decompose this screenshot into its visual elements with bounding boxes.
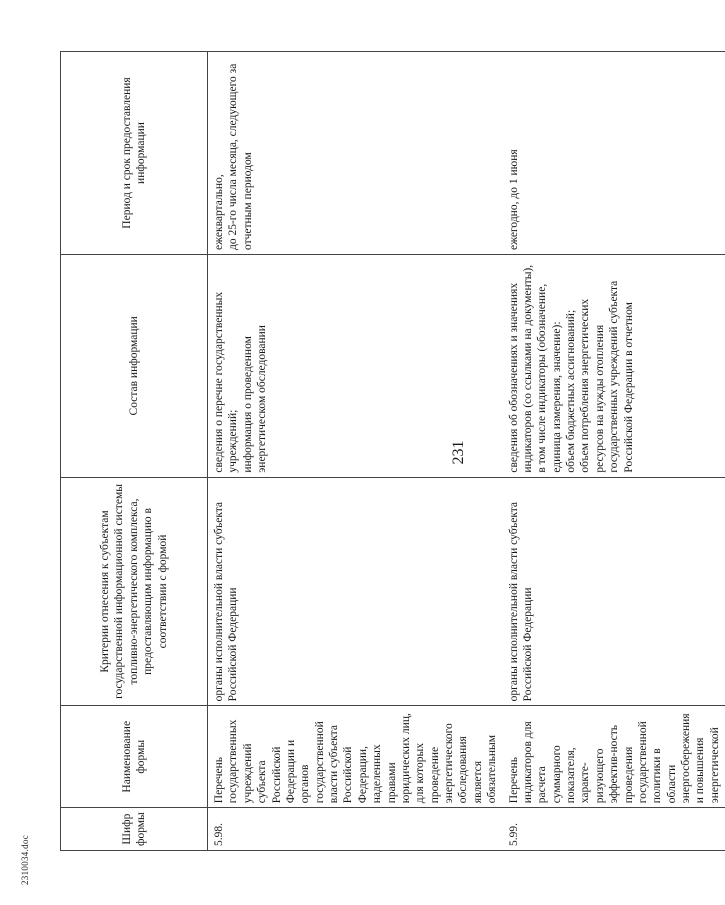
header-name: Наименование формы (61, 706, 208, 808)
page-number: 231 (450, 440, 467, 465)
table-header-row (61, 52, 208, 851)
header-composition: Состав информации (61, 255, 208, 478)
row-period: ежеквартально, до 25-го числа месяца, следующего за отчетным периодом (208, 52, 503, 255)
row-composition: сведения о перечне государственных учреждений; информация о проведенном энергетическом обследовании (208, 255, 503, 478)
header-code: Шифр формы (61, 808, 208, 851)
row-code: 5.98. (208, 808, 503, 851)
forms-table (60, 51, 725, 851)
table-row (208, 52, 503, 851)
header-period: Период и срок предоставления информации (61, 52, 208, 255)
row-code: 5.99. (503, 808, 725, 851)
table-row (503, 52, 725, 851)
row-composition: сведения об обозначениях и значениях индикаторов (со ссылками на документы), в том числе индикаторы (обозначение, единица измерения, значение): объем бюджетных ассигнований; объем потребления энергетических ресурсов на нужды отопления государственных учреждений субъекта Российской Федерации в отчетном (503, 255, 725, 478)
row-criteria: органы исполнительной власти субъекта Российской Федерации (208, 477, 503, 706)
row-name: Перечень государственных учреждений субъекта Российской Федерации и органов государственной власти субъекта Российской Федерации, наделенных правами юридических лиц, для которых проведение энергетического обследования является обязательным (208, 706, 503, 808)
header-criteria: Критерии отнесения к субъектам государственной информационной системы топливно-энергетического комплекса, предоставляющим информацию в соответствии с формой (61, 477, 208, 706)
document-code: 2310034.doc (20, 834, 30, 885)
row-criteria: органы исполнительной власти субъекта Российской Федерации (503, 477, 725, 706)
row-name: Перечень индикаторов для расчета суммарного показателя, характе-ризующего эффектив-ность проведения государственной политики в области энергосбережения и повышения энергетической (503, 706, 725, 808)
row-period: ежегодно, до 1 июня (503, 52, 725, 255)
